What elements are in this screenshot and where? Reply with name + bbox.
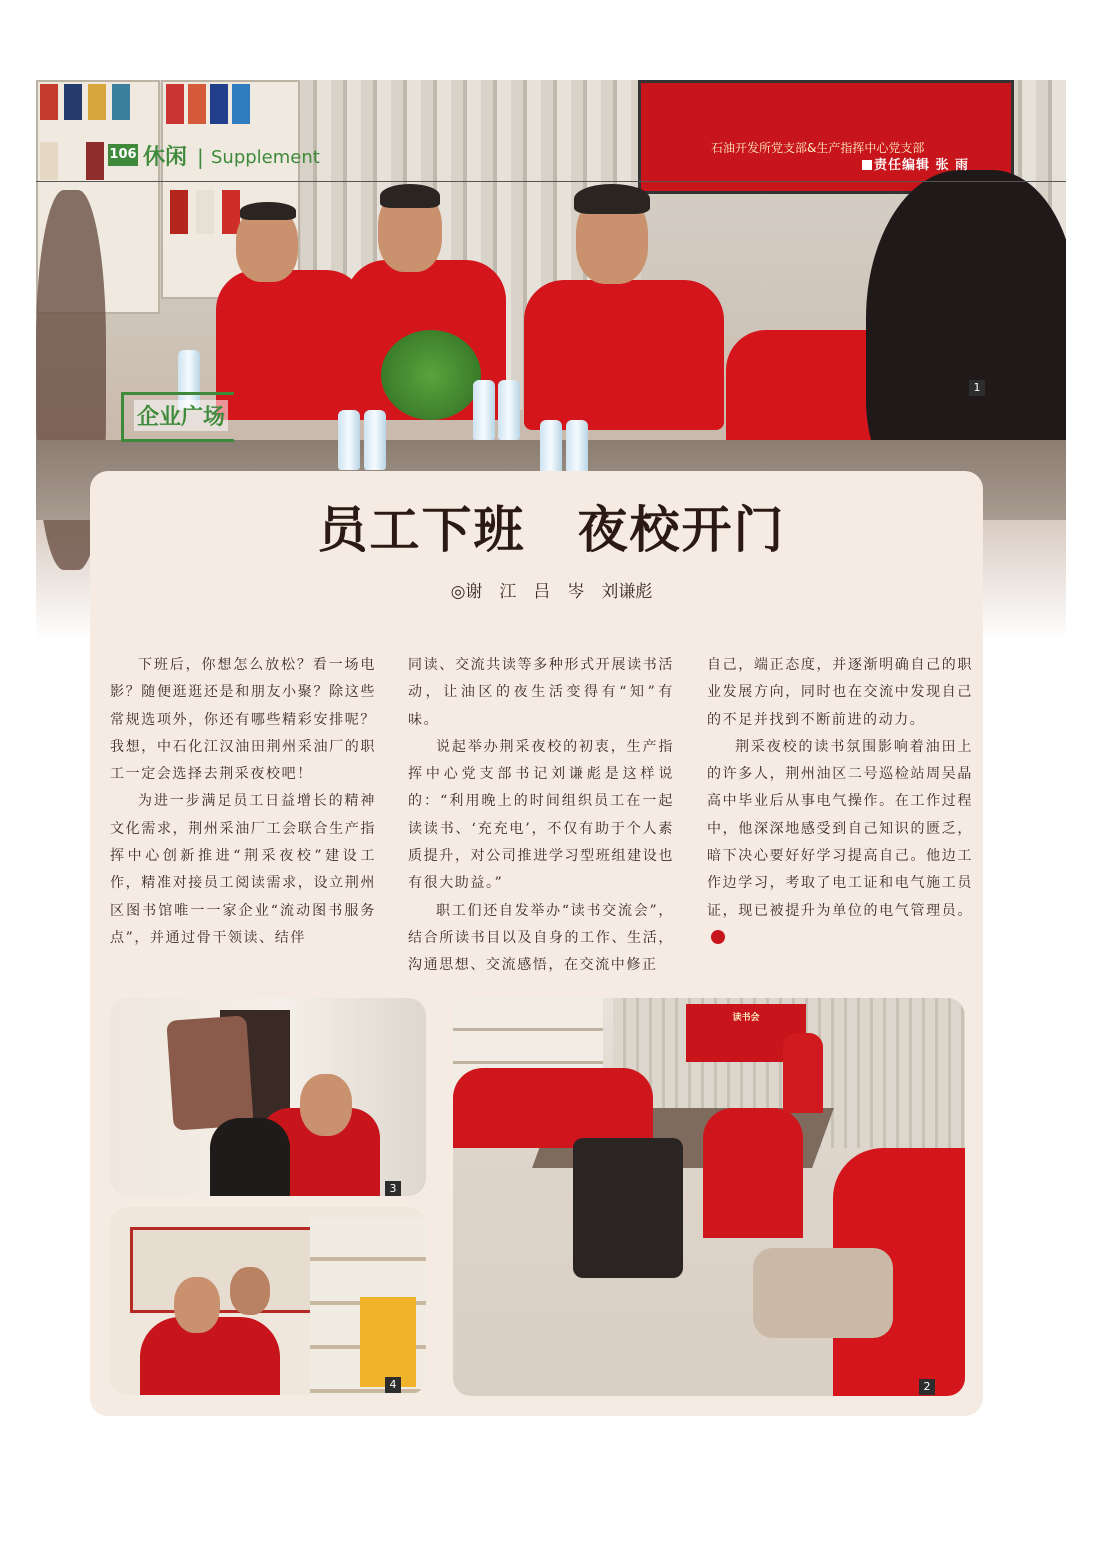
book — [360, 1297, 416, 1387]
section-title-en: Supplement — [211, 147, 320, 168]
book — [40, 84, 58, 120]
book — [64, 84, 82, 120]
photo-number-3: 3 — [385, 1181, 401, 1196]
water-bottle — [338, 410, 360, 470]
book — [88, 84, 106, 120]
paragraph-text: 荆采夜校的读书氛围影响着油田上的许多人，荆州油区二号巡检站周吴晶高中毕业后从事电气操作。在工作过程中，他深深地感受到自己知识的匮乏，暗下决心要好好学习提高自己。他边工作边学习，考取了电工证和电气施工员证，现已被提升为单位的电气管理员。 — [707, 738, 973, 919]
plant — [381, 330, 481, 420]
article-column-1 — [110, 652, 376, 952]
page-number: 106 — [108, 144, 138, 166]
book — [40, 142, 58, 180]
water-bottle — [364, 410, 386, 470]
paragraph: 同读、交流共读等多种形式开展读书活动，让油区的夜生活变得有“知”有味。 — [408, 657, 674, 728]
book — [210, 84, 228, 124]
paragraph: 下班后，你想怎么放松？看一场电影？随便逛逛还是和朋友小聚？除这些常规选项外，你还有哪些精彩安排呢？我想，中石化江汉油田荆州采油厂的职工一定会选择去荆采夜校吧！ — [110, 657, 376, 783]
book — [232, 84, 250, 124]
paragraph: 职工们还自发举办“读书交流会”，结合所读书目以及自身的工作、生活，沟通思想、交流感悟，在交流中修正 — [408, 902, 674, 974]
photo-number-1: 1 — [969, 380, 985, 396]
person-hair — [240, 202, 296, 220]
article-authors: ◎谢 江 吕 岑 刘谦彪 — [450, 582, 653, 602]
person-hair — [574, 184, 650, 214]
water-bottle — [473, 380, 495, 440]
speaker — [783, 1033, 823, 1113]
column-tag: 企业广场 — [134, 400, 228, 431]
book — [196, 190, 214, 234]
screen-title: 读书会 — [732, 1013, 760, 1023]
article-column-3 — [707, 652, 973, 952]
photo-4 — [110, 1207, 426, 1395]
book — [188, 84, 206, 124]
people-group — [453, 1068, 653, 1148]
photo-3 — [110, 998, 426, 1196]
person-head — [300, 1074, 352, 1136]
person-hair — [380, 184, 440, 208]
person-dark — [210, 1118, 290, 1196]
photo-number-4: 4 — [385, 1377, 401, 1393]
editor-credit — [862, 154, 969, 173]
person-head — [174, 1277, 220, 1333]
person-head — [230, 1267, 270, 1315]
section-separator: | — [197, 145, 204, 169]
chair — [573, 1138, 683, 1278]
person-shirt — [524, 280, 724, 430]
wall-board — [130, 1227, 326, 1313]
paragraph: 自己，端正态度，并逐渐明确自己的职业发展方向，同时也在交流中发现自己的不足并找到不断前进的动力。 — [707, 657, 973, 728]
plaque — [166, 1015, 253, 1130]
book — [112, 84, 130, 120]
screen-text: 石油开发所党支部&生产指挥中心党支部 — [711, 141, 925, 155]
square-icon — [862, 160, 872, 170]
paragraph: 说起举办荆采夜校的初衷，生产指挥中心党支部书记刘谦彪是这样说的：“利用晚上的时间组织员工在一起读读书、‘充充电’，不仅有助于个人素质提升，对公司推进学习型班组建设也有很大助益。” — [408, 738, 674, 892]
paragraph — [707, 734, 973, 952]
photo-2 — [453, 998, 965, 1396]
person-shirt — [216, 270, 366, 420]
book — [170, 190, 188, 234]
editor-text: 责任编辑 张 雨 — [874, 158, 970, 173]
header-rule — [36, 181, 1066, 182]
person-shirt — [703, 1108, 803, 1238]
article-title: 员工下班 夜校开门 — [317, 500, 786, 559]
section-title-cn: 休闲 — [143, 145, 188, 170]
book — [166, 84, 184, 124]
paragraph: 为进一步满足员工日益增长的精神文化需求，荆州采油厂工会联合生产指挥中心创新推进“荆采夜校”建设工作，精准对接员工阅读需求，设立荆州区图书馆唯一一家企业“流动图书服务点”，并通过骨干领读、结伴 — [110, 793, 376, 946]
book — [86, 142, 104, 180]
water-bottle — [498, 380, 520, 440]
end-mark-icon — [711, 930, 725, 944]
person-pants — [753, 1248, 893, 1338]
article-column-2 — [408, 652, 674, 980]
photo-number-2: 2 — [919, 1379, 935, 1395]
